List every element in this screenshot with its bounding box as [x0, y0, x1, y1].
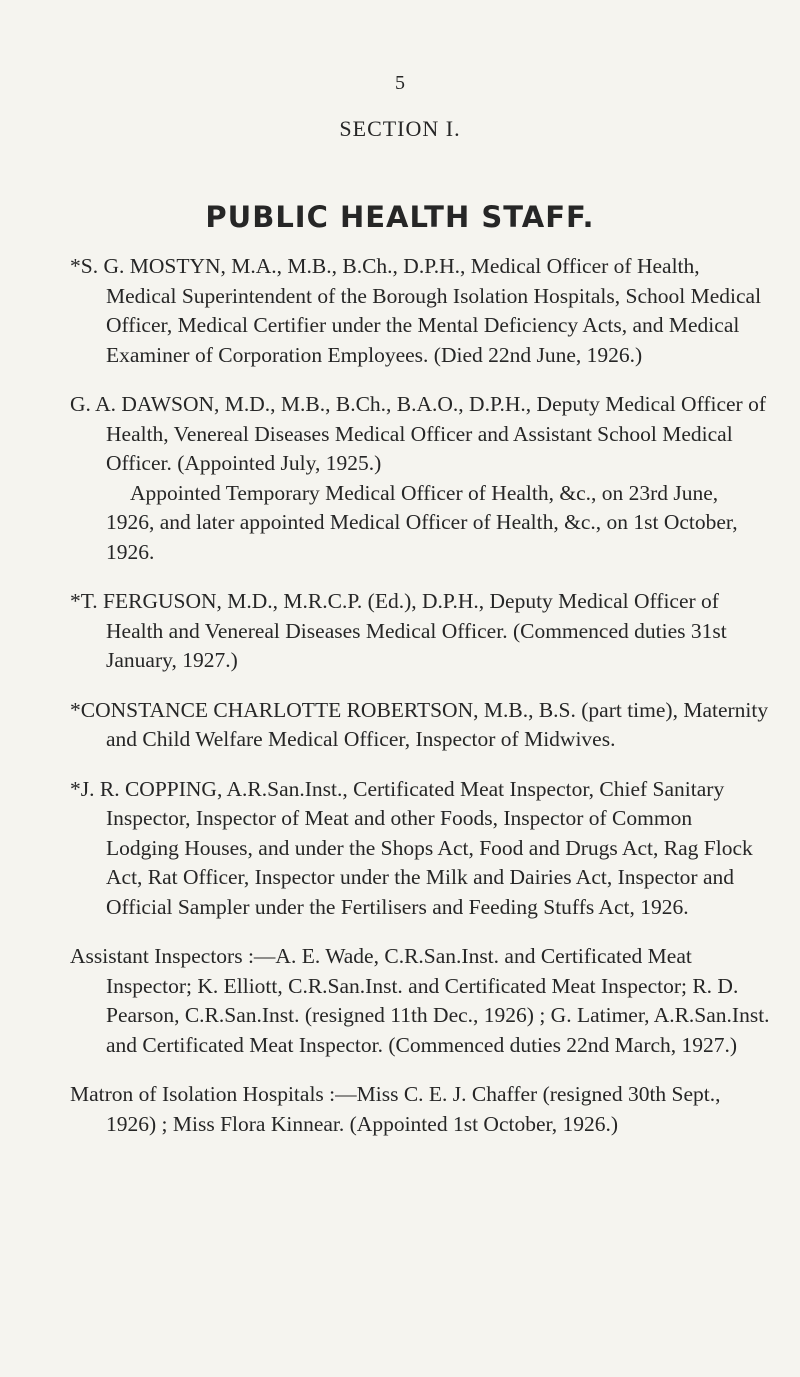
- section-title: SECTION I.: [339, 116, 461, 141]
- page-heading: PUBLIC HEALTH STAFF.: [205, 200, 595, 234]
- staff-entry-robertson: *CONSTANCE CHARLOTTE ROBERTSON, M.B., B.S. (part time), Maternity and Child Welfare Medical Officer, Inspector of Midwives.: [70, 697, 769, 751]
- staff-entry-copping: *J. R. COPPING, A.R.San.Inst., Certificated Meat Inspector, Chief Sanitary Inspector, Inspector of Meat and other Foods, Inspector of Common Lodging Houses, and under the Shops Act, Food and Drugs Act, Rag Flock Act, Rat Officer, Inspector under the Milk and Dairies Act, Inspector and Official Sampler under the Fertilisers and Feeding Stuffs Act, 1926.: [70, 776, 753, 919]
- staff-list: [70, 252, 770, 1159]
- staff-entry-mostyn: *S. G. MOSTYN, M.A., M.B., B.Ch., D.P.H., Medical Officer of Health, Medical Superintendent of the Borough Isolation Hospitals, School Medical Officer, Medical Certifier under the Mental Deficiency Acts, and Medical Examiner of Corporation Employees. (Died 22nd June, 1926.): [70, 254, 762, 367]
- staff-entry-matron: Matron of Isolation Hospitals :—Miss C. E. J. Chaffer (resigned 30th Sept., 1926) ; Miss Flora Kinnear. (Appointed 1st October, 1926.): [70, 1082, 721, 1136]
- staff-entry-dawson: G. A. DAWSON, M.D., M.B., B.Ch., B.A.O., D.P.H., Deputy Medical Officer of Health, Venereal Diseases Medical Officer and Assistant School Medical Officer. (Appointed July, 1925.): [70, 392, 766, 475]
- staff-entry-ferguson: *T. FERGUSON, M.D., M.R.C.P. (Ed.), D.P.H., Deputy Medical Officer of Health and Venereal Diseases Medical Officer. (Commenced duties 31st January, 1927.): [70, 589, 727, 672]
- staff-entry-assistant-inspectors: Assistant Inspectors :—A. E. Wade, C.R.San.Inst. and Certificated Meat Inspector; K. Elliott, C.R.San.Inst. and Certificated Meat Inspector; R. D. Pearson, C.R.San.Inst. (resigned 11th Dec., 1926) ; G. Latimer, A.R.San.Inst. and Certificated Meat Inspector. (Commenced duties 22nd March, 1927.): [70, 944, 770, 1057]
- staff-entry-dawson-appointment: Appointed Temporary Medical Officer of Health, &c., on 23rd June, 1926, and later appointed Medical Officer of Health, &c., on 1st October, 1926.: [106, 480, 738, 564]
- page-number: 5: [395, 72, 405, 94]
